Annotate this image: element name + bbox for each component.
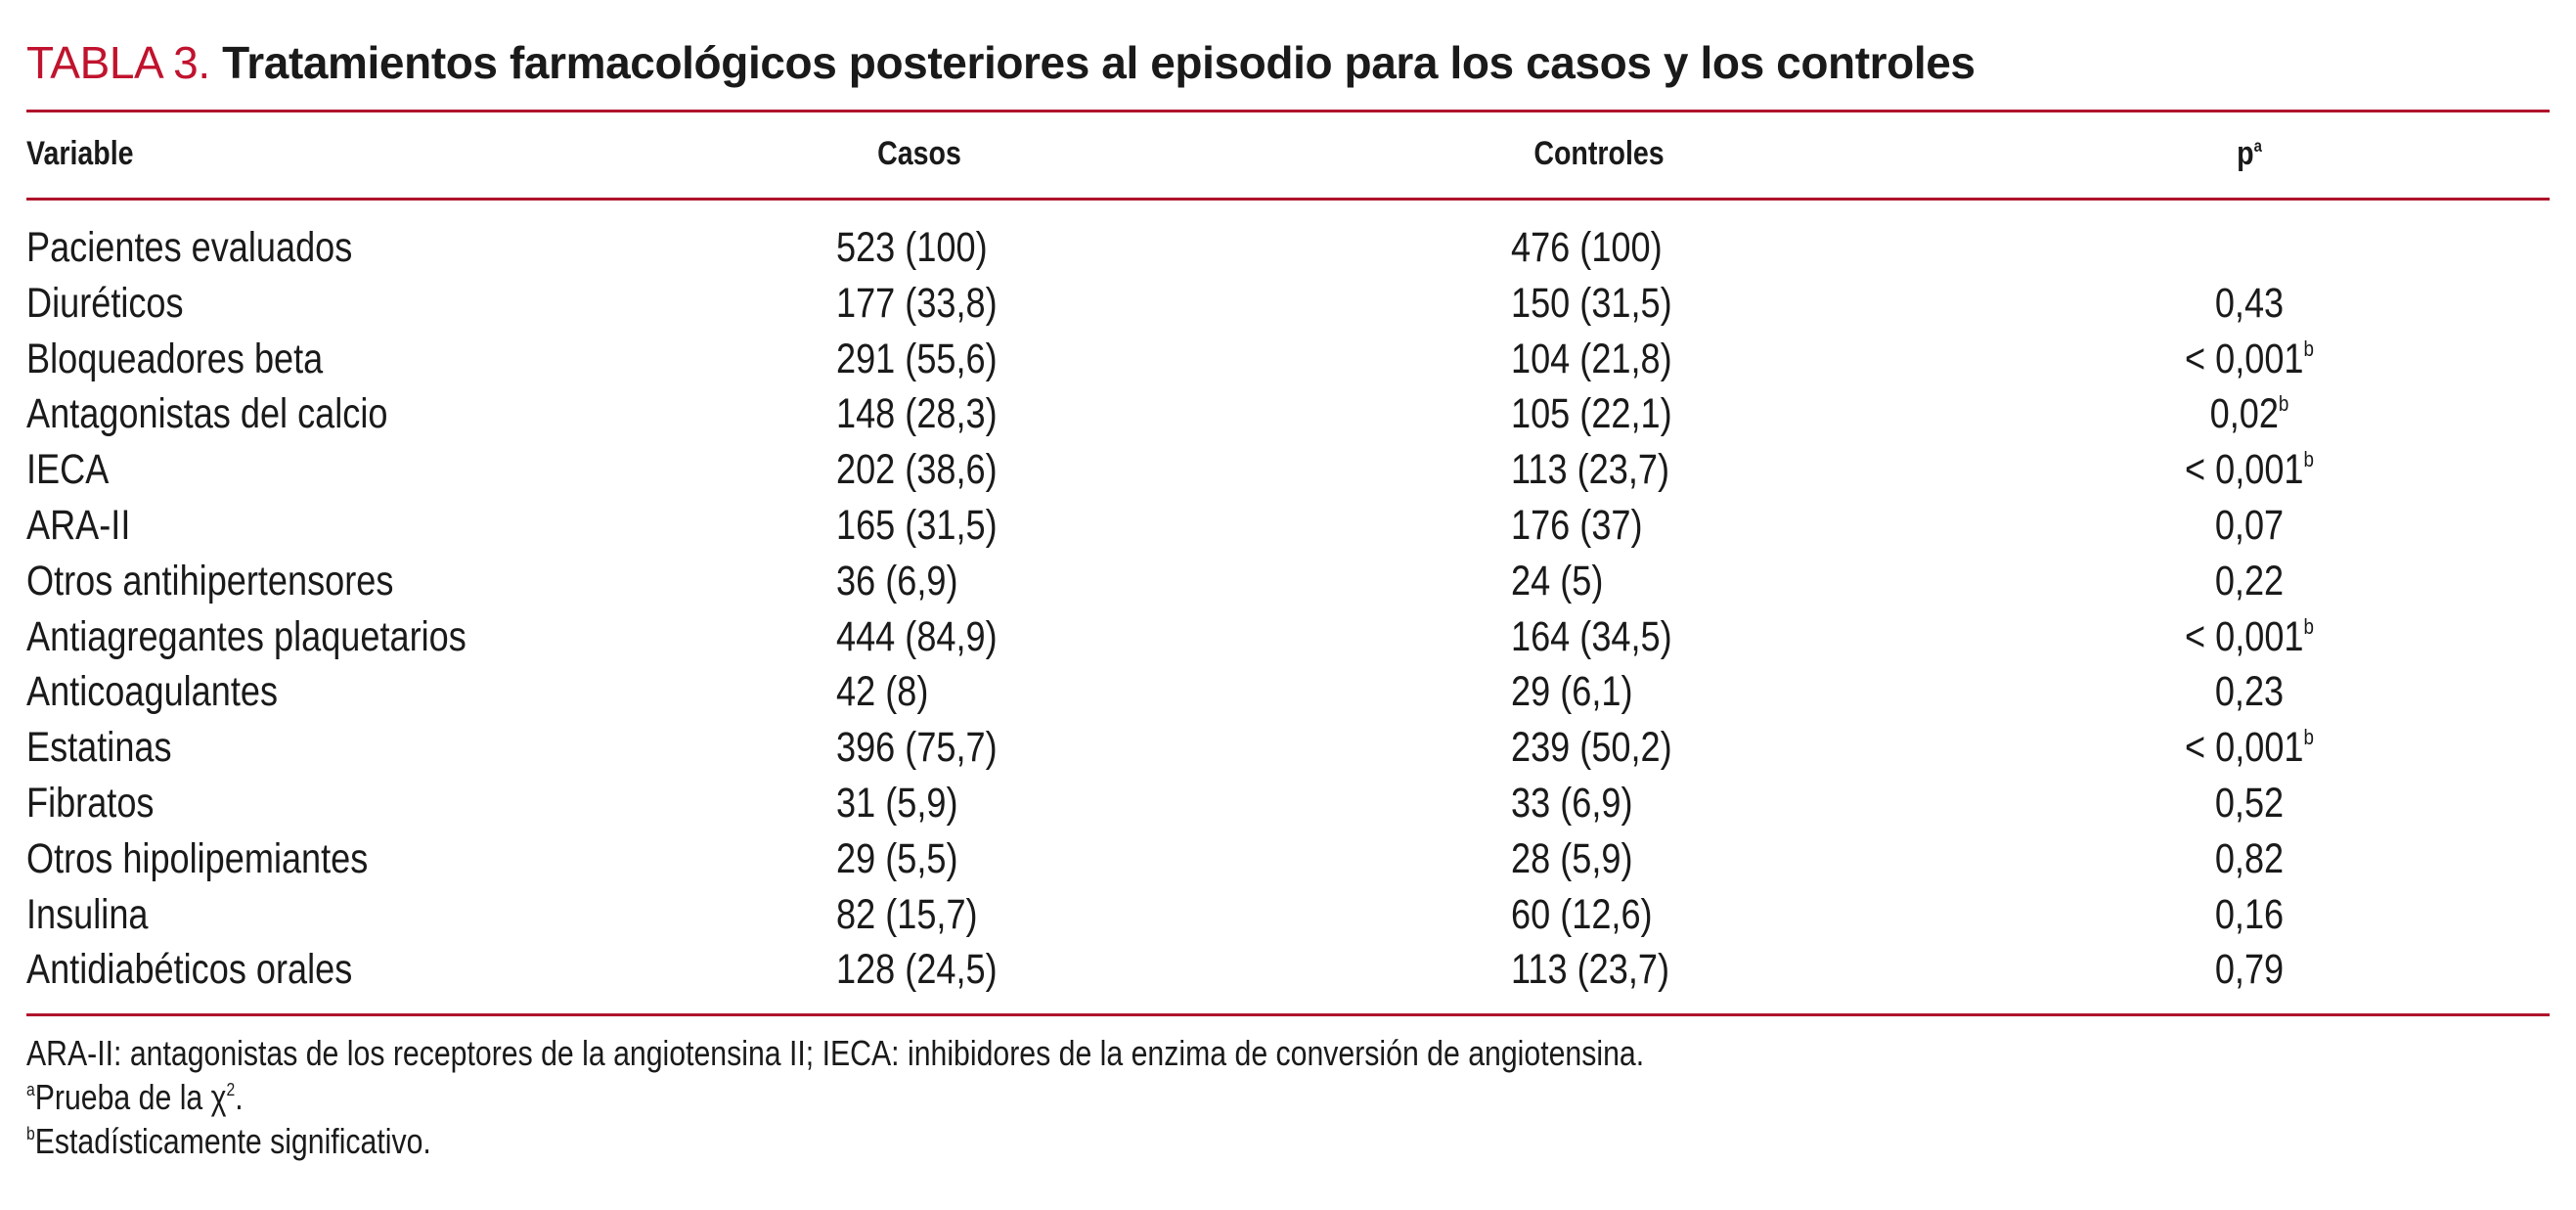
cell-variable: Otros hipolipemiantes [26, 834, 369, 882]
cell-p-value: 0,79 [2214, 946, 2285, 994]
header-p [2167, 129, 2332, 178]
table-row [0, 554, 2576, 609]
cell-controles: 476 (100) [1511, 224, 1663, 271]
cell-p-value: 0,07 [2214, 502, 2285, 549]
cell-p-value: 0,82 [2214, 834, 2285, 882]
table-row [0, 220, 2576, 276]
cell-controles: 24 (5) [1511, 557, 1604, 605]
header-rule [26, 198, 2550, 201]
cell-variable: Fibratos [26, 780, 155, 827]
header-p-text: p [2237, 135, 2254, 172]
table-row [0, 609, 2576, 665]
table-title [26, 33, 1976, 92]
cell-variable: Antiagregantes plaquetarios [26, 612, 466, 660]
cell-controles: 113 (23,7) [1511, 446, 1669, 494]
cell-casos: 42 (8) [836, 668, 929, 716]
cell-controles: 164 (34,5) [1511, 612, 1672, 660]
cell-p-footnote-marker: b [2303, 447, 2314, 472]
cell-variable: Antagonistas del calcio [26, 390, 388, 438]
cell-controles: 239 (50,2) [1511, 724, 1672, 772]
cell-variable: Estatinas [26, 724, 172, 772]
table-row [0, 498, 2576, 554]
cell-casos: 165 (31,5) [836, 502, 998, 549]
footnote-marker: a [26, 1078, 35, 1099]
footnote [26, 1031, 1644, 1076]
cell-p-footnote-marker: b [2303, 336, 2314, 361]
header-casos: Casos [877, 135, 961, 172]
cell-p-value: < 0,001 [2185, 335, 2304, 382]
footnote-superscript: 2 [226, 1078, 236, 1099]
table-row [0, 276, 2576, 332]
table-row [0, 442, 2576, 498]
header-p-sup: a [2253, 135, 2262, 156]
cell-casos: 523 (100) [836, 224, 988, 271]
cell-p [2167, 554, 2332, 609]
footnote-text: Prueba de la χ [34, 1077, 227, 1117]
cell-p [2167, 776, 2332, 831]
cell-p-value: < 0,001 [2185, 724, 2304, 772]
cell-p [2167, 609, 2332, 665]
cell-casos: 202 (38,6) [836, 446, 998, 494]
cell-p [2167, 720, 2332, 776]
cell-variable: Antidiabéticos orales [26, 946, 353, 994]
cell-p-value: 0,43 [2214, 279, 2285, 327]
footnote [26, 1075, 244, 1120]
cell-controles: 105 (22,1) [1511, 390, 1672, 438]
cell-p [2167, 332, 2332, 387]
cell-p [2167, 942, 2332, 998]
cell-p [2167, 664, 2332, 720]
cell-controles: 150 (31,5) [1511, 279, 1672, 327]
cell-variable: Diuréticos [26, 279, 184, 327]
top-rule [26, 110, 2550, 112]
footnote [26, 1119, 431, 1164]
cell-casos: 82 (15,7) [836, 890, 978, 938]
cell-p-value: 0,52 [2214, 780, 2285, 827]
table-row [0, 720, 2576, 776]
table-row [0, 386, 2576, 442]
cell-p-value: 0,02 [2209, 390, 2279, 438]
cell-controles: 104 (21,8) [1511, 335, 1672, 382]
footnote-text: ARA-II: antagonistas de los receptores de la angiotensina II; IECA: inhibidores de la enzima de conversión de angiotensina. [26, 1033, 1645, 1073]
cell-p-value: 0,22 [2214, 557, 2285, 605]
cell-p-value: < 0,001 [2185, 446, 2304, 494]
footnote-tail: . [235, 1077, 244, 1117]
cell-variable: Insulina [26, 890, 149, 938]
table-row [0, 332, 2576, 387]
table-row [0, 831, 2576, 887]
cell-casos: 396 (75,7) [836, 724, 998, 772]
cell-p [2167, 386, 2332, 442]
cell-p [2167, 498, 2332, 554]
cell-p-footnote-marker: b [2303, 725, 2314, 750]
cell-p-value: 0,16 [2214, 890, 2285, 938]
table-label: TABLA 3. [26, 37, 210, 88]
cell-casos: 128 (24,5) [836, 946, 998, 994]
cell-controles: 60 (12,6) [1511, 890, 1653, 938]
cell-variable: Pacientes evaluados [26, 224, 353, 271]
cell-controles: 28 (5,9) [1511, 834, 1633, 882]
cell-variable: ARA-II [26, 502, 131, 549]
cell-casos: 29 (5,5) [836, 834, 958, 882]
cell-p [2167, 442, 2332, 498]
footnote-marker: b [26, 1122, 35, 1143]
cell-variable: Anticoagulantes [26, 668, 279, 716]
table-row [0, 942, 2576, 998]
cell-controles: 33 (6,9) [1511, 780, 1633, 827]
cell-p-footnote-marker: b [2278, 391, 2289, 417]
cell-casos: 177 (33,8) [836, 279, 998, 327]
cell-p [2167, 276, 2332, 332]
cell-p-value: 0,23 [2214, 668, 2285, 716]
cell-variable: Bloqueadores beta [26, 335, 324, 382]
cell-controles: 176 (37) [1511, 502, 1643, 549]
cell-casos: 444 (84,9) [836, 612, 998, 660]
cell-p-footnote-marker: b [2303, 613, 2314, 639]
cell-p-value: < 0,001 [2185, 612, 2304, 660]
cell-p [2167, 831, 2332, 887]
cell-controles: 29 (6,1) [1511, 668, 1633, 716]
header-controles: Controles [1533, 135, 1665, 172]
table-row [0, 664, 2576, 720]
table-title-text: Tratamientos farmacológicos posteriores al episodio para los casos y los controles [222, 37, 1976, 88]
header-variable: Variable [26, 135, 134, 172]
cell-variable: Otros antihipertensores [26, 557, 394, 605]
cell-p [2167, 220, 2332, 276]
cell-casos: 148 (28,3) [836, 390, 998, 438]
bottom-rule [26, 1013, 2550, 1016]
cell-controles: 113 (23,7) [1511, 946, 1669, 994]
footnote-text: Estadísticamente significativo. [34, 1121, 431, 1161]
cell-casos: 31 (5,9) [836, 780, 958, 827]
cell-casos: 291 (55,6) [836, 335, 998, 382]
table-row [0, 776, 2576, 831]
cell-casos: 36 (6,9) [836, 557, 958, 605]
table-row [0, 887, 2576, 943]
cell-variable: IECA [26, 446, 110, 494]
cell-p [2167, 887, 2332, 943]
